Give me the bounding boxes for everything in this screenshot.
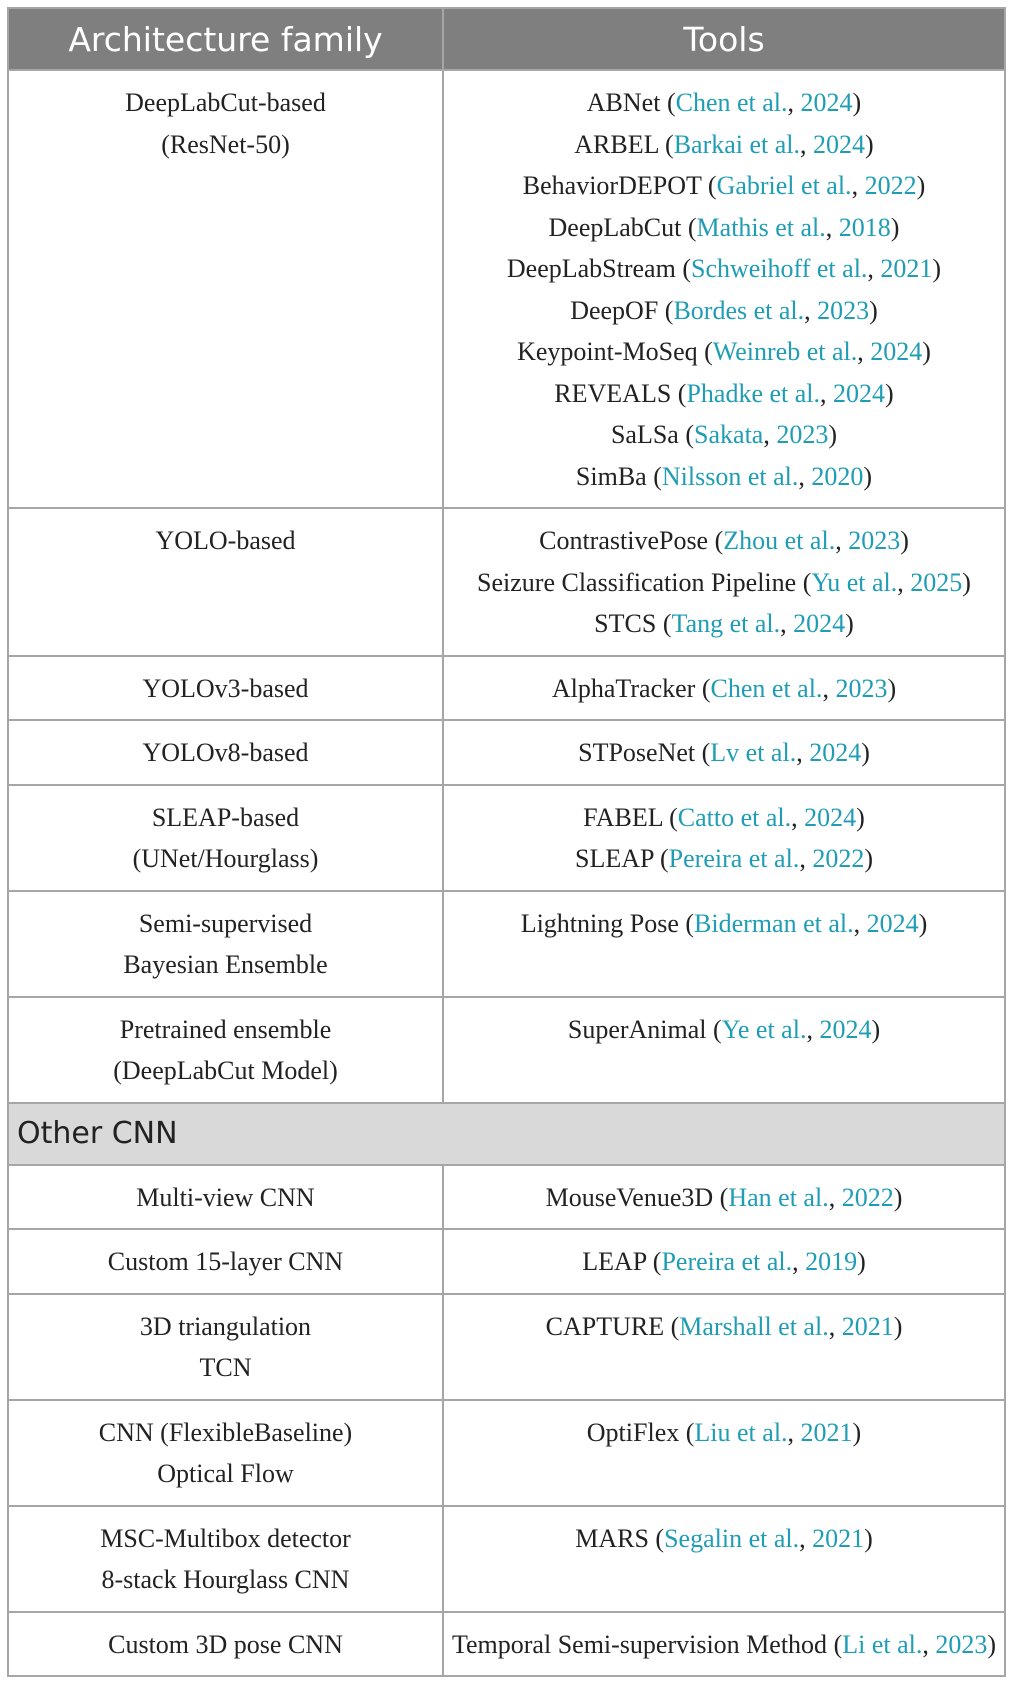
tool-entry: REVEALS (Phadke et al., 2024) xyxy=(554,378,894,408)
tool-entry: BehaviorDEPOT (Gabriel et al., 2022) xyxy=(522,171,926,200)
tool-entry: OptiFlex (Liu et al., 2021) xyxy=(586,1417,862,1447)
tool-name: Seizure Classification Pipeline xyxy=(477,567,797,597)
tools-cell xyxy=(443,508,1005,656)
architecture-family-cell xyxy=(8,1400,443,1506)
architecture-family-cell xyxy=(8,1294,443,1400)
tool-entry: STPoseNet (Lv et al., 2024) xyxy=(578,738,870,767)
citation-year-link[interactable]: 2021 xyxy=(841,1311,894,1341)
citation-authors-link[interactable]: Marshall et al. xyxy=(679,1311,829,1341)
citation-authors-link[interactable]: Phadke et al. xyxy=(686,378,821,408)
family-line: (DeepLabCut Model) xyxy=(113,1056,338,1085)
citation-authors-link[interactable]: Bordes et al. xyxy=(673,295,805,325)
tool-name: CAPTURE xyxy=(545,1311,665,1341)
citation-authors-link[interactable]: Chen et al. xyxy=(710,673,823,703)
citation-authors-link[interactable]: Zhou et al. xyxy=(723,526,836,555)
citation-authors-link[interactable]: Yu et al. xyxy=(811,567,898,597)
tools-cell xyxy=(443,785,1005,891)
architecture-family-cell xyxy=(8,508,443,656)
architecture-family-cell xyxy=(8,997,443,1103)
citation-year-link[interactable]: 2023 xyxy=(848,526,901,555)
tool-entry: Keypoint-MoSeq (Weinreb et al., 2024) xyxy=(517,337,931,366)
tool-name: Lightning Pose xyxy=(520,908,679,938)
family-line: YOLO-based xyxy=(155,526,296,555)
architecture-family-cell xyxy=(8,656,443,721)
tool-entry: SimBa (Nilsson et al., 2020) xyxy=(575,461,873,491)
tools-cell xyxy=(443,1612,1005,1677)
citation-authors-link[interactable]: Ye et al. xyxy=(721,1014,807,1044)
citation-year-link[interactable]: 2023 xyxy=(835,673,888,703)
tool-name: Temporal Semi-supervision Method xyxy=(451,1629,828,1659)
citation-authors-link[interactable]: Li et al. xyxy=(842,1629,923,1659)
citation-authors-link[interactable]: Weinreb et al. xyxy=(712,337,858,366)
citation-year-link[interactable]: 2024 xyxy=(819,1014,872,1044)
tool-entry: MARS (Segalin et al., 2021) xyxy=(575,1523,873,1553)
citation-year-link[interactable]: 2021 xyxy=(812,1523,865,1553)
citation-year-link[interactable]: 2024 xyxy=(809,738,862,767)
tool-name: SimBa xyxy=(575,461,647,491)
table-row xyxy=(8,70,1005,508)
tool-entry: DeepLabCut (Mathis et al., 2018) xyxy=(548,212,900,242)
tool-entry: FABEL (Catto et al., 2024) xyxy=(583,802,865,832)
citation-authors-link[interactable]: Barkai et al. xyxy=(673,129,801,159)
section-title: Other CNN xyxy=(8,1103,1005,1165)
table-row xyxy=(8,997,1005,1103)
tool-name: Keypoint-MoSeq xyxy=(517,337,698,366)
tool-entry: SuperAnimal (Ye et al., 2024) xyxy=(567,1014,881,1044)
tool-name: AlphaTracker xyxy=(551,673,696,703)
table-row xyxy=(8,891,1005,997)
tools-cell xyxy=(443,70,1005,508)
table-header-row xyxy=(8,8,1005,70)
architecture-tools-table xyxy=(7,7,1006,1677)
tool-entry: Temporal Semi-supervision Method (Li et al., 2023) xyxy=(451,1629,997,1659)
tool-name: MARS xyxy=(575,1523,649,1553)
tool-entry: ABNet (Chen et al., 2024) xyxy=(586,88,862,117)
family-line: DeepLabCut-based xyxy=(125,88,326,117)
citation-year-link[interactable]: 2024 xyxy=(804,802,857,832)
citation-authors-link[interactable]: Catto et al. xyxy=(677,802,792,832)
family-line: Multi-view CNN xyxy=(136,1182,315,1212)
tool-name: ARBEL xyxy=(574,129,659,159)
tools-cell xyxy=(443,1506,1005,1612)
citation-year-link[interactable]: 2022 xyxy=(864,171,917,200)
tool-entry: SaLSa (Sakata, 2023) xyxy=(610,420,838,449)
tool-name: DeepLabCut xyxy=(548,212,682,242)
family-line: Custom 3D pose CNN xyxy=(108,1629,343,1659)
citation-authors-link[interactable]: Schweihoff et al. xyxy=(691,254,868,283)
citation-year-link[interactable]: 2024 xyxy=(866,908,919,938)
tool-entry: Seizure Classification Pipeline (Yu et al., 2025) xyxy=(477,567,971,597)
table-row xyxy=(8,1229,1005,1294)
tool-name: STPoseNet xyxy=(578,738,696,767)
family-line: CNN (FlexibleBaseline) xyxy=(98,1417,353,1447)
architecture-family-cell xyxy=(8,785,443,891)
family-line: MSC-Multibox detector xyxy=(100,1523,351,1553)
tool-entry: ARBEL (Barkai et al., 2024) xyxy=(574,129,874,159)
tool-name: BehaviorDEPOT xyxy=(522,171,702,200)
citation-authors-link[interactable]: Sakata xyxy=(694,420,764,449)
citation-authors-link[interactable]: Tang et al. xyxy=(671,609,781,638)
citation-year-link[interactable]: 2018 xyxy=(838,212,891,242)
citation-year-link[interactable]: 2024 xyxy=(833,378,886,408)
citation-year-link[interactable]: 2019 xyxy=(805,1247,858,1276)
citation-authors-link[interactable]: Chen et al. xyxy=(675,88,788,117)
family-line: Custom 15-layer CNN xyxy=(107,1247,344,1276)
citation-year-link[interactable]: 2023 xyxy=(817,295,870,325)
family-line: SLEAP-based xyxy=(151,802,300,832)
architecture-family-cell xyxy=(8,1229,443,1294)
citation-authors-link[interactable]: Pereira et al. xyxy=(661,1247,793,1276)
citation-authors-link[interactable]: Lv et al. xyxy=(710,738,797,767)
citation-authors-link[interactable]: Han et al. xyxy=(728,1182,829,1212)
tool-name: ABNet xyxy=(586,88,661,117)
architecture-family-cell xyxy=(8,1612,443,1677)
architecture-family-cell xyxy=(8,70,443,508)
tool-name: SLEAP xyxy=(575,844,654,873)
family-line: TCN xyxy=(199,1353,252,1382)
architecture-family-cell xyxy=(8,720,443,785)
tool-entry: MouseVenue3D (Han et al., 2022) xyxy=(545,1182,903,1212)
table-row xyxy=(8,1612,1005,1677)
citation-year-link[interactable]: 2024 xyxy=(800,88,853,117)
tools-cell xyxy=(443,891,1005,997)
citation-year-link[interactable]: 2024 xyxy=(813,129,866,159)
family-line: 8-stack Hourglass CNN xyxy=(101,1565,350,1594)
tool-entry: LEAP (Pereira et al., 2019) xyxy=(582,1247,866,1276)
family-line: YOLOv8-based xyxy=(142,738,309,767)
tools-cell xyxy=(443,1229,1005,1294)
tool-entry: DeepLabStream (Schweihoff et al., 2021) xyxy=(506,254,942,283)
tool-name: MouseVenue3D xyxy=(545,1182,714,1212)
tools-cell xyxy=(443,656,1005,721)
citation-year-link[interactable]: 2023 xyxy=(776,420,829,449)
citation-year-link[interactable]: 2021 xyxy=(880,254,933,283)
citation-authors-link[interactable]: Biderman et al. xyxy=(694,908,854,938)
table-row xyxy=(8,656,1005,721)
citation-year-link[interactable]: 2024 xyxy=(870,337,923,366)
tool-name: SaLSa xyxy=(610,420,679,449)
table-row xyxy=(8,1165,1005,1230)
citation-authors-link[interactable]: Gabriel et al. xyxy=(716,171,852,200)
family-line: (UNet/Hourglass) xyxy=(132,844,319,873)
family-line: Optical Flow xyxy=(157,1459,294,1488)
citation-year-link[interactable]: 2022 xyxy=(841,1182,894,1212)
family-line: Bayesian Ensemble xyxy=(123,950,328,979)
tool-name: OptiFlex xyxy=(586,1417,680,1447)
table-row xyxy=(8,720,1005,785)
tool-name: REVEALS xyxy=(554,378,672,408)
family-line: Semi-supervised xyxy=(138,908,313,938)
architecture-family-cell xyxy=(8,1165,443,1230)
citation-year-link[interactable]: 2024 xyxy=(793,609,846,638)
tool-entry: AlphaTracker (Chen et al., 2023) xyxy=(551,673,897,703)
table-body xyxy=(8,70,1005,1676)
tool-name: FABEL xyxy=(583,802,663,832)
family-line: YOLOv3-based xyxy=(142,673,309,703)
citation-year-link[interactable]: 2021 xyxy=(800,1417,853,1447)
header-tools: Tools xyxy=(443,8,1005,70)
tool-name: ContrastivePose xyxy=(539,526,709,555)
table-row xyxy=(8,1506,1005,1612)
citation-year-link[interactable]: 2020 xyxy=(811,461,864,491)
family-line: (ResNet-50) xyxy=(161,129,290,159)
architecture-family-cell xyxy=(8,1506,443,1612)
tool-name: STCS xyxy=(594,609,657,638)
tools-cell xyxy=(443,997,1005,1103)
tool-name: SuperAnimal xyxy=(567,1014,707,1044)
tools-cell xyxy=(443,1400,1005,1506)
tools-cell xyxy=(443,1294,1005,1400)
tool-entry: ContrastivePose (Zhou et al., 2023) xyxy=(539,526,909,555)
tool-entry: CAPTURE (Marshall et al., 2021) xyxy=(545,1311,903,1341)
citation-authors-link[interactable]: Segalin et al. xyxy=(664,1523,800,1553)
citation-year-link[interactable]: 2022 xyxy=(812,844,865,873)
tool-entry: DeepOF (Bordes et al., 2023) xyxy=(570,295,878,325)
tools-cell xyxy=(443,1165,1005,1230)
family-line: 3D triangulation xyxy=(139,1311,312,1341)
tool-entry: Lightning Pose (Biderman et al., 2024) xyxy=(520,908,928,938)
tool-entry: SLEAP (Pereira et al., 2022) xyxy=(575,844,873,873)
tool-name: LEAP xyxy=(582,1247,647,1276)
citation-authors-link[interactable]: Nilsson et al. xyxy=(661,461,799,491)
citation-year-link[interactable]: 2025 xyxy=(910,567,963,597)
architecture-family-cell xyxy=(8,891,443,997)
table-row xyxy=(8,508,1005,656)
citation-year-link[interactable]: 2023 xyxy=(935,1629,988,1659)
header-architecture-family: Architecture family xyxy=(8,8,443,70)
table-row xyxy=(8,785,1005,891)
tool-name: DeepOF xyxy=(570,295,659,325)
tools-cell xyxy=(443,720,1005,785)
family-line: Pretrained ensemble xyxy=(119,1014,332,1044)
tool-entry: STCS (Tang et al., 2024) xyxy=(594,609,854,638)
citation-authors-link[interactable]: Pereira et al. xyxy=(668,844,800,873)
citation-authors-link[interactable]: Mathis et al. xyxy=(696,212,826,242)
citation-authors-link[interactable]: Liu et al. xyxy=(694,1417,788,1447)
table-row xyxy=(8,1400,1005,1506)
tool-name: DeepLabStream xyxy=(506,254,676,283)
table-row xyxy=(8,1294,1005,1400)
section-row xyxy=(8,1103,1005,1165)
